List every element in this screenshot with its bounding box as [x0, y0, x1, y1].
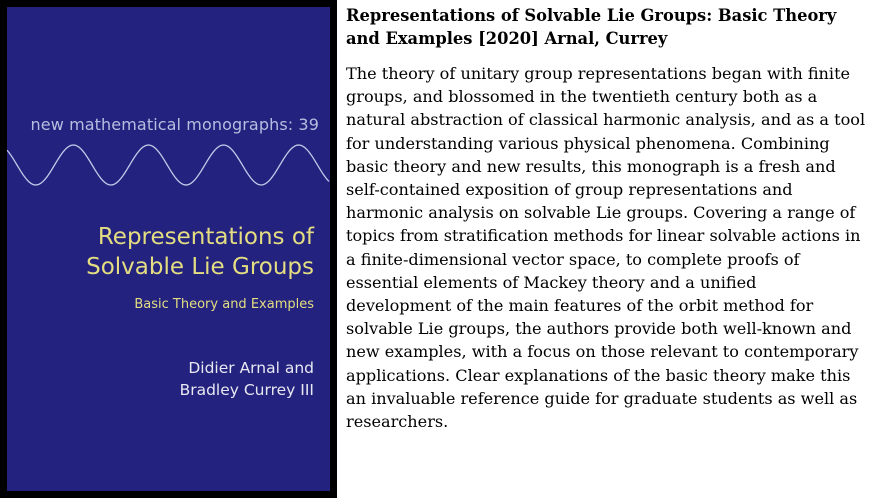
series-label: new mathematical monographs: 39 — [30, 115, 319, 134]
cover-subtitle: Basic Theory and Examples — [134, 297, 314, 312]
cover-title — [86, 222, 314, 282]
sine-wave-decoration — [7, 135, 330, 195]
cover-author-1: Didier Arnal and — [188, 359, 314, 377]
cover-authors — [180, 357, 314, 401]
book-heading: Representations of Solvable Lie Groups: Basic Theory and Examples [2020] Arnal, Currey — [346, 6, 837, 48]
book-info — [346, 4, 866, 433]
book-description: The theory of unitary group representations began with finite groups, and blossomed in the twentieth century both as a natural abstraction of classical harmonic analysis, and as a tool for understanding various physical phenomena. Combining basic theory and new results, this monograph is a fresh and self-contained exposition of group representations and harmonic analysis on solvable Lie groups. Covering a range of topics from stratification methods for linear solvable actions in a finite-dimensional vector space, to complete proofs of essential elements of Mackey theory and a unified development of the main features of the orbit method for solvable Lie groups, the authors provide both well-known and new examples, with a focus on those relevant to contemporary applications. Clear explanations of the basic theory make this an invaluable reference guide for graduate students as well as researchers. — [346, 64, 866, 432]
cover-author-2: Bradley Currey III — [179, 381, 314, 399]
book-cover — [0, 0, 337, 498]
cover-title-line1: Representations of — [97, 224, 314, 250]
cover-title-line2: Solvable Lie Groups — [86, 254, 314, 280]
cover-art — [7, 7, 330, 491]
